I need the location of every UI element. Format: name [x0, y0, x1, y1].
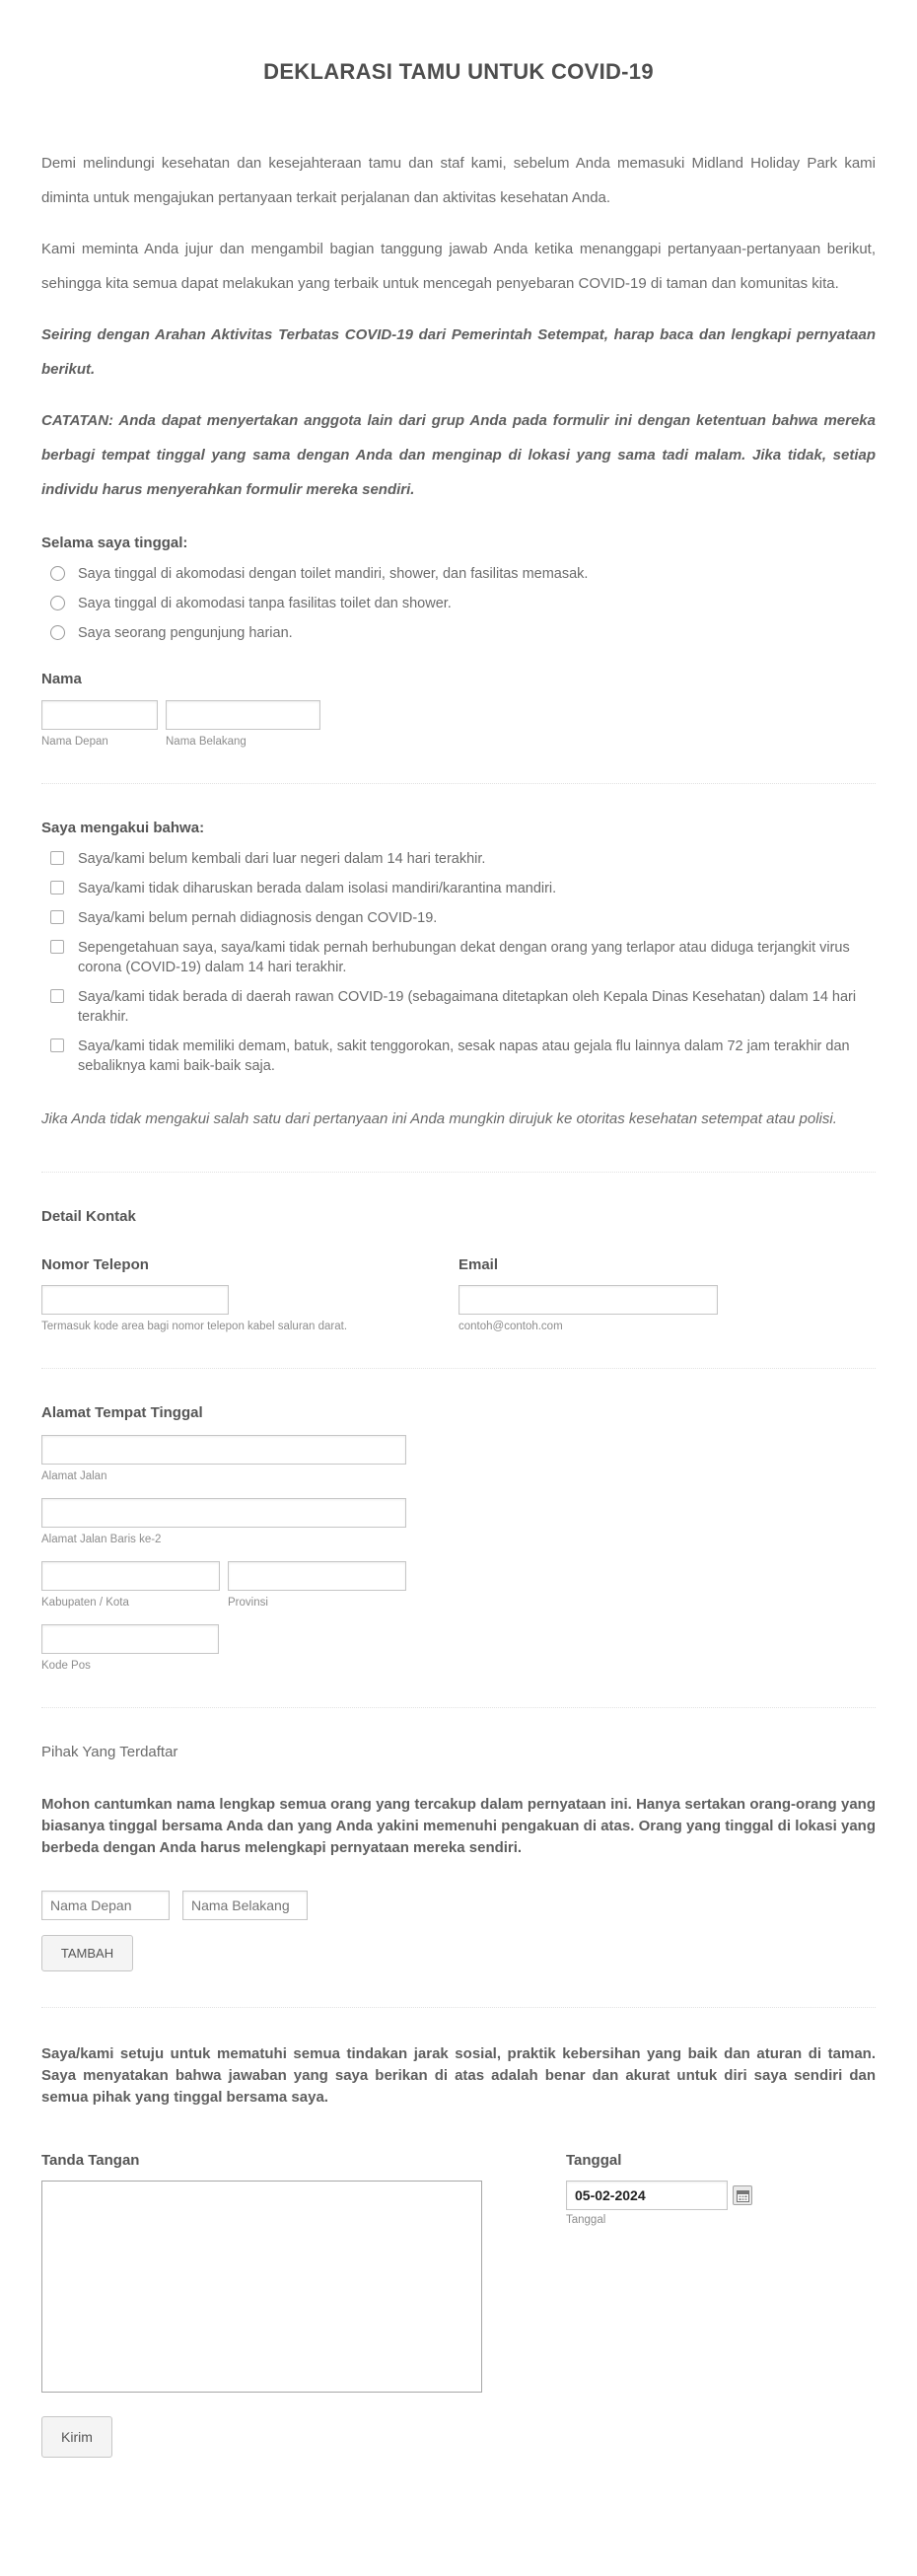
date-label: Tanggal	[566, 2152, 622, 2169]
intro-paragraph-1: Demi melindungi kesehatan dan kesejahteraan tamu dan staf kami, sebelum Anda memasuki Midland Holiday Park kami diminta untuk mengajukan pertanyaan terkait perjalanan dan aktivitas kesehatan Anda.	[41, 155, 876, 206]
checkbox-option-no-isolation[interactable]	[41, 879, 876, 898]
radio-option-self-contained[interactable]	[41, 564, 876, 584]
section-divider	[41, 1172, 876, 1173]
name-fields	[41, 700, 876, 748]
section-divider	[41, 1707, 876, 1708]
registered-last-name-input[interactable]	[182, 1891, 308, 1920]
street-address-sublabel: Alamat Jalan	[41, 1470, 107, 1482]
checkbox-option-label: Saya/kami tidak memiliki demam, batuk, sakit tenggorokan, sesak napas atau gejala flu lainnya dalam 72 jam terakhir dan sebaliknya kami baik-baik saja.	[78, 1038, 850, 1074]
checkbox-option-no-symptoms[interactable]	[41, 1037, 876, 1076]
city-state-row	[41, 1561, 876, 1609]
city-sublabel: Kabupaten / Kota	[41, 1597, 129, 1609]
checkbox-option-label: Saya/kami tidak diharuskan berada dalam isolasi mandiri/karantina mandiri.	[78, 881, 557, 896]
checkbox-icon[interactable]	[50, 1038, 64, 1052]
agreement-text: Saya/kami setuju untuk mematuhi semua tindakan jarak sosial, praktik kebersihan yang baik dan aturan di taman. Saya menyatakan bahwa jawaban yang saya berikan di atas adalah benar dan akurat untuk diri saya sendiri dan semua pihak yang tinggal bersama saya.	[41, 2045, 876, 2106]
street-address-2-sublabel: Alamat Jalan Baris ke-2	[41, 1534, 162, 1545]
address-line1-group	[41, 1435, 876, 1482]
street-address-2-input[interactable]	[41, 1498, 406, 1528]
date-input[interactable]	[566, 2181, 728, 2210]
stay-question-label: Selama saya tinggal:	[41, 535, 188, 551]
contact-heading: Detail Kontak	[41, 1208, 136, 1225]
zip-group	[41, 1624, 876, 1672]
date-column	[566, 2152, 876, 2393]
postal-code-sublabel: Kode Pos	[41, 1660, 91, 1672]
first-name-input[interactable]	[41, 700, 158, 730]
postal-code-input[interactable]	[41, 1624, 219, 1654]
checkbox-icon[interactable]	[50, 989, 64, 1003]
checkbox-icon[interactable]	[50, 910, 64, 924]
email-label: Email	[458, 1256, 499, 1273]
last-name-input[interactable]	[166, 700, 320, 730]
checkbox-option-label: Saya/kami tidak berada di daerah rawan COVID-19 (sebagaimana ditetapkan oleh Kepala Dinas Kesehatan) dalam 14 hari terakhir.	[78, 989, 857, 1025]
calendar-icon[interactable]	[733, 2185, 752, 2205]
name-label: Nama	[41, 671, 82, 687]
section-divider	[41, 783, 876, 784]
acknowledge-label: Saya mengakui bahwa:	[41, 820, 205, 836]
radio-icon[interactable]	[50, 596, 65, 610]
signature-pad[interactable]	[41, 2181, 482, 2393]
checkbox-icon[interactable]	[50, 940, 64, 954]
radio-option-label: Saya tinggal di akomodasi dengan toilet mandiri, shower, dan fasilitas memasak.	[78, 566, 589, 582]
email-hint: contoh@contoh.com	[458, 1321, 563, 1332]
checkbox-option-label: Saya/kami belum pernah didiagnosis dengan COVID-19.	[78, 910, 438, 926]
intro-note-directive: Seiring dengan Arahan Aktivitas Terbatas COVID-19 dari Pemerintah Setempat, harap baca dan lengkapi pernyataan berikut.	[41, 326, 876, 378]
intro-paragraph-2: Kami meminta Anda jujur dan mengambil bagian tanggung jawab Anda ketika menanggapi pertanyaan-pertanyaan berikut, sehingga kita semua dapat melakukan yang terbaik untuk mencegah penyebaran COVID-19 di taman dan komunitas kita.	[41, 241, 876, 292]
spacer	[158, 700, 166, 748]
radio-icon[interactable]	[50, 625, 65, 640]
registered-parties-instructions: Mohon cantumkan nama lengkap semua orang yang tercakup dalam pernyataan ini. Hanya sertakan orang-orang yang biasanya tinggal bersama Anda dan yang Anda yakini memenuhi pengakuan di atas. Orang yang tinggal di lokasi yang berbeda dengan Anda harus melengkapi pernyataan mereka sendiri.	[41, 1796, 876, 1856]
email-column	[458, 1256, 876, 1332]
radio-option-label: Saya seorang pengunjung harian.	[78, 625, 293, 641]
date-sublabel: Tanggal	[566, 2214, 606, 2226]
checkbox-option-no-overseas[interactable]	[41, 849, 876, 869]
address-line2-group	[41, 1498, 876, 1545]
signature-label: Tanda Tangan	[41, 2152, 140, 2169]
phone-label: Nomor Telepon	[41, 1256, 149, 1273]
submit-button[interactable]: Kirim	[41, 2416, 112, 2458]
acknowledge-options	[41, 849, 876, 1076]
city-input[interactable]	[41, 1561, 220, 1591]
phone-hint: Termasuk kode area bagi nomor telepon kabel saluran darat.	[41, 1321, 348, 1332]
radio-option-day-visitor[interactable]	[41, 623, 876, 643]
street-address-input[interactable]	[41, 1435, 406, 1465]
signature-column	[41, 2152, 566, 2393]
registered-first-name-input[interactable]	[41, 1891, 170, 1920]
checkbox-icon[interactable]	[50, 851, 64, 865]
checkbox-option-label: Saya/kami belum kembali dari luar negeri dalam 14 hari terakhir.	[78, 851, 486, 867]
page-title: DEKLARASI TAMU UNTUK COVID-19	[263, 59, 654, 84]
state-sublabel: Provinsi	[228, 1597, 268, 1609]
checkbox-option-no-close-contact[interactable]	[41, 938, 876, 977]
calendar-glyph	[737, 2189, 749, 2202]
section-divider	[41, 1368, 876, 1369]
contact-row	[41, 1256, 876, 1332]
address-label: Alamat Tempat Tinggal	[41, 1404, 203, 1421]
email-input[interactable]	[458, 1285, 718, 1315]
intro-note-group: CATATAN: Anda dapat menyertakan anggota lain dari grup Anda pada formulir ini dengan ketentuan bahwa mereka berbagi tempat tinggal yang sama dengan Anda dan menginap di lokasi yang sama tadi malam. Jika tidak, setiap individu harus menyerahkan formulir mereka sendiri.	[41, 412, 876, 498]
signature-date-row	[41, 2152, 876, 2393]
section-divider	[41, 2007, 876, 2008]
registered-name-row	[41, 1891, 876, 1920]
phone-column	[41, 1256, 458, 1332]
add-person-button[interactable]: TAMBAH	[41, 1935, 133, 1971]
acknowledge-warning: Jika Anda tidak mengakui salah satu dari pertanyaan ini Anda mungkin dirujuk ke otoritas kesehatan setempat atau polisi.	[41, 1110, 837, 1127]
spacer	[220, 1561, 228, 1609]
checkbox-option-no-hotspot[interactable]	[41, 987, 876, 1027]
radio-icon[interactable]	[50, 566, 65, 581]
checkbox-option-label: Sepengetahuan saya, saya/kami tidak pernah berhubungan dekat dengan orang yang terlapor atau diduga terjangkit virus corona (COVID-19) dalam 14 hari terakhir.	[78, 940, 850, 975]
phone-input[interactable]	[41, 1285, 229, 1315]
checkbox-option-no-diagnosis[interactable]	[41, 908, 876, 928]
spacer	[170, 1891, 182, 1920]
registered-parties-heading: Pihak Yang Terdaftar	[41, 1744, 178, 1760]
radio-option-no-facilities[interactable]	[41, 594, 876, 613]
first-name-sublabel: Nama Depan	[41, 736, 108, 748]
stay-options	[41, 564, 876, 643]
last-name-sublabel: Nama Belakang	[166, 736, 247, 748]
checkbox-icon[interactable]	[50, 881, 64, 894]
radio-option-label: Saya tinggal di akomodasi tanpa fasilitas toilet dan shower.	[78, 596, 452, 611]
state-input[interactable]	[228, 1561, 406, 1591]
